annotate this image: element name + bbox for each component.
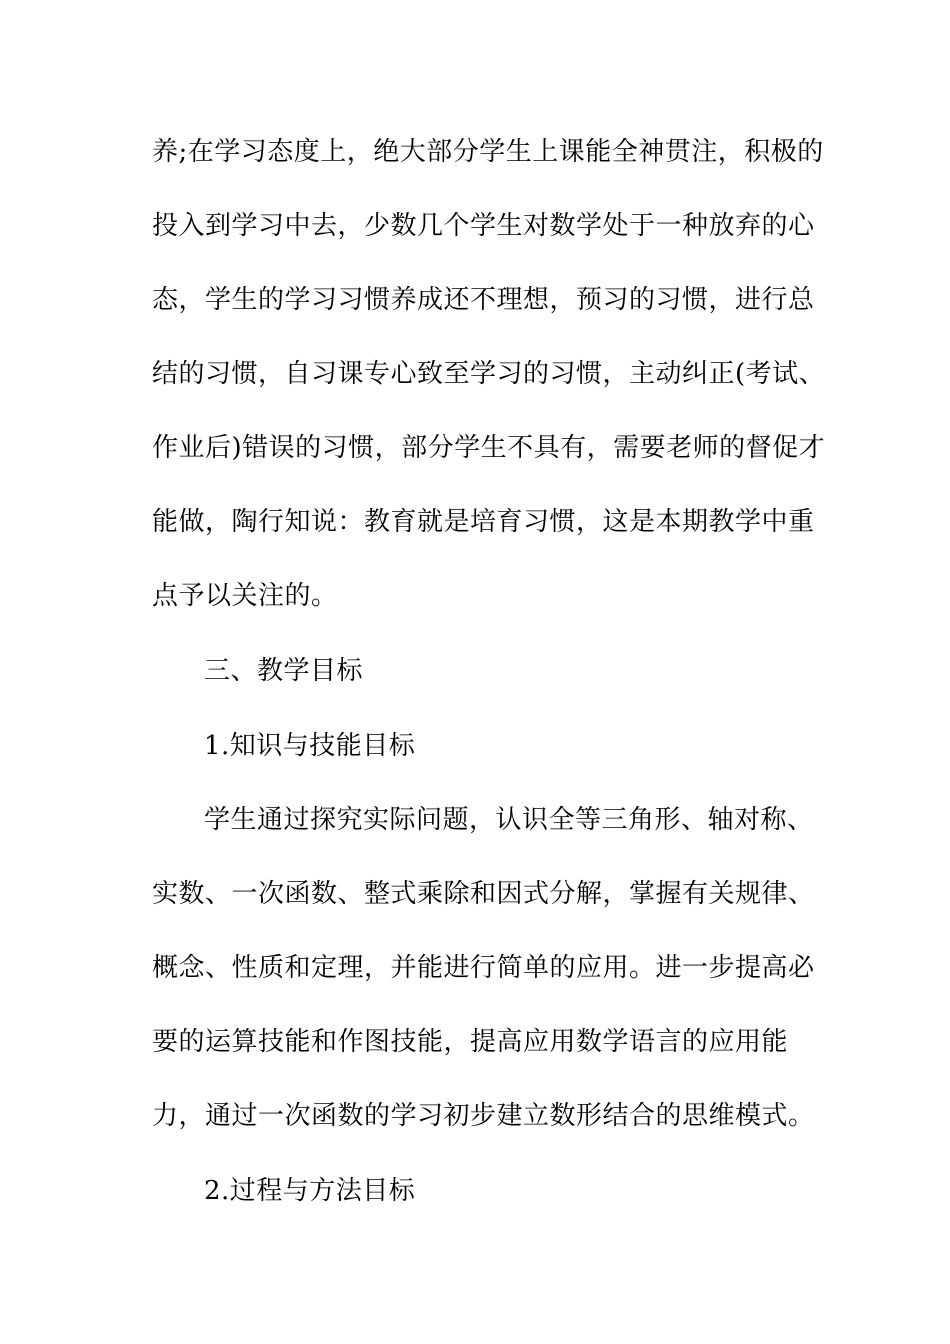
paragraph-line: 实数、一次函数、整式乘除和因式分解，掌握有关规律、 <box>152 879 815 909</box>
paragraph-line: 能做，陶行知说：教育就是培育习惯，这是本期教学中重 <box>152 507 815 537</box>
paragraph-line: 态，学生的学习习惯养成还不理想，预习的习惯，进行总 <box>152 285 815 315</box>
paragraph-line: 养;在学习态度上，绝大部分学生上课能全神贯注，积极的 <box>152 137 824 167</box>
paragraph-line: 要的运算技能和作图技能，提高应用数学语言的应用能 <box>152 1027 789 1057</box>
paragraph-line: 学生通过探究实际问题，认识全等三角形、轴对称、 <box>204 805 814 835</box>
subheading-process-methods: 2.过程与方法目标 <box>204 1176 416 1206</box>
paragraph-line: 力，通过一次函数的学习初步建立数形结合的思维模式。 <box>152 1101 815 1131</box>
paragraph-line: 结的习惯，自习课专心致至学习的习惯，主动纠正(考试、 <box>152 359 826 389</box>
paragraph-line: 概念、性质和定理，并能进行简单的应用。进一步提高必 <box>152 953 815 983</box>
section-heading: 三、教学目标 <box>204 656 364 686</box>
paragraph-line: 作业后)错误的习惯，部分学生不具有，需要老师的督促才 <box>152 433 826 463</box>
subheading-knowledge-skills: 1.知识与技能目标 <box>204 731 416 761</box>
paragraph-line: 投入到学习中去，少数几个学生对数学处于一种放弃的心 <box>152 211 815 241</box>
paragraph-line: 点予以关注的。 <box>152 581 338 611</box>
